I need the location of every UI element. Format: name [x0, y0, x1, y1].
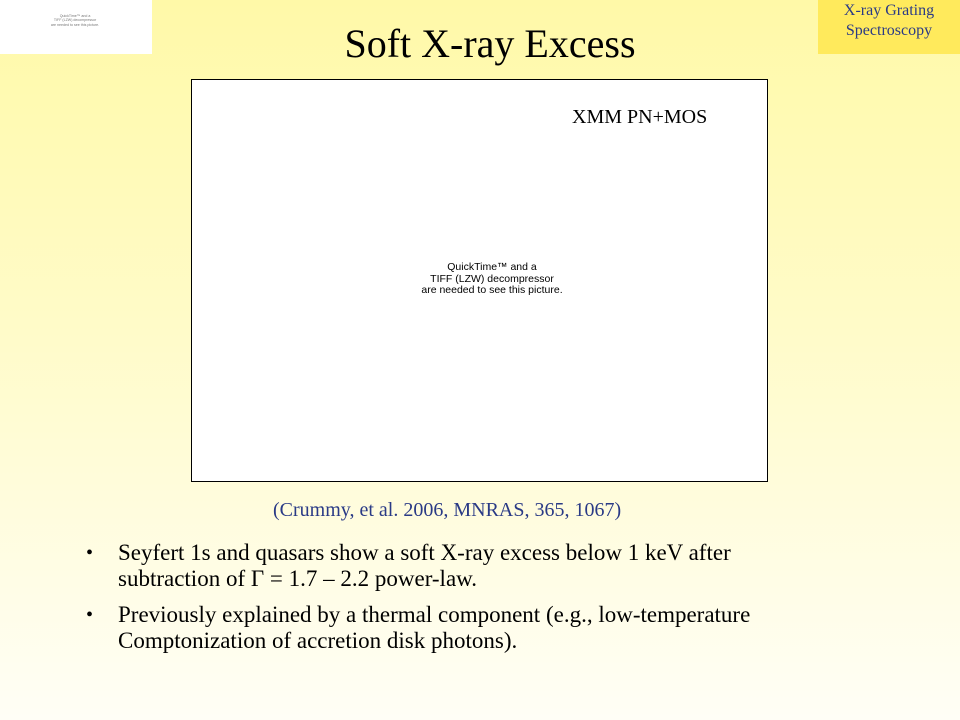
bullet-text-line: Previously explained by a thermal component (e.g., low-temperature [118, 602, 751, 627]
bullet-text-line: Comptonization of accretion disk photons). [118, 628, 518, 653]
bullet-dot-icon: • [86, 542, 94, 564]
bullet-text-line: subtraction of Γ = 1.7 – 2.2 power-law. [118, 566, 478, 591]
section-tag-line: X-ray Grating [843, 2, 935, 19]
bullet-dot-icon: • [86, 604, 94, 626]
bullet-text-line: Seyfert 1s and quasars show a soft X-ray excess below 1 keV after [118, 540, 731, 565]
thumbnail-message-line: are needed to see this picture. [50, 22, 100, 27]
placeholder-line: QuickTime™ and a [447, 261, 537, 273]
placeholder-line: are needed to see this picture. [421, 284, 563, 296]
figure-label: XMM PN+MOS [572, 106, 708, 128]
figure-placeholder [191, 79, 768, 482]
missing-decompressor-message [382, 262, 602, 297]
bullet-list [84, 540, 904, 664]
placeholder-line: TIFF (LZW) decompressor [430, 272, 554, 285]
bullet-item [84, 540, 904, 592]
citation: (Crummy, et al. 2006, MNRAS, 365, 1067) [273, 499, 622, 521]
slide-title: Soft X-ray Excess [344, 21, 636, 66]
thumbnail-message-line: QuickTime™ and a [59, 14, 91, 18]
thumbnail-message-line: TIFF (LZW) decompressor [53, 18, 97, 23]
section-tag-line: Spectroscopy [845, 22, 933, 39]
bullet-item [84, 602, 904, 654]
